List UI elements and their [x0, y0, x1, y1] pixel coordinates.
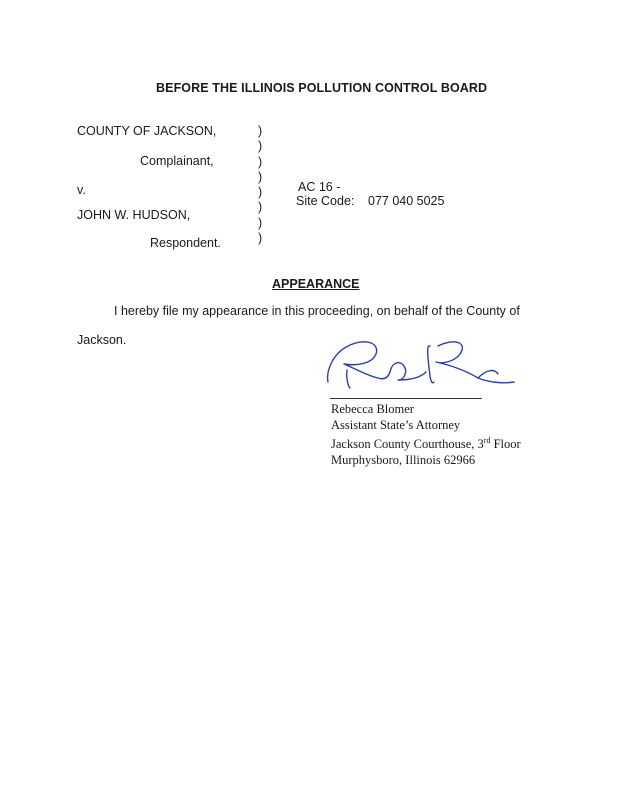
signature-line: [330, 398, 482, 399]
signer-title: Assistant State’s Attorney: [331, 417, 461, 432]
body-text-line2: Jackson.: [77, 333, 127, 347]
signer-address-line2: Murphysboro, Illinois 62966: [331, 452, 476, 467]
complainant-role: Complainant,: [140, 154, 214, 168]
address-suffix: Floor: [490, 437, 521, 452]
board-title: BEFORE THE ILLINOIS POLLUTION CONTROL BOARD: [156, 81, 488, 95]
paren: ): [258, 139, 263, 154]
signer-name: Rebecca Blomer: [331, 402, 414, 416]
paren: ): [258, 215, 263, 230]
versus-label: v.: [77, 183, 86, 197]
handwritten-signature: [318, 332, 528, 396]
respondent-role: Respondent.: [150, 236, 221, 250]
signature-block: [331, 402, 521, 468]
document-heading: APPEARANCE: [272, 277, 360, 291]
complainant-name: COUNTY OF JACKSON,: [77, 124, 217, 138]
respondent-name: JOHN W. HUDSON,: [77, 208, 191, 222]
case-number: AC 16 -: [298, 180, 341, 194]
paren: ): [258, 200, 263, 215]
paren: ): [258, 231, 263, 246]
signer-address-line1: [331, 433, 521, 453]
address-prefix: Jackson County Courthouse, 3: [331, 437, 484, 452]
site-code-label: Site Code:: [296, 194, 355, 208]
paren: ): [258, 154, 263, 169]
body-text-line1: I hereby file my appearance in this proceeding, on behalf of the County of: [114, 304, 520, 318]
paren: ): [258, 185, 263, 200]
site-code-value: 077 040 5025: [368, 194, 445, 208]
ordinal-superscript: rd: [483, 436, 491, 445]
paren: ): [258, 124, 263, 138]
paren: ): [258, 169, 263, 184]
caption-parentheses: [258, 124, 262, 246]
